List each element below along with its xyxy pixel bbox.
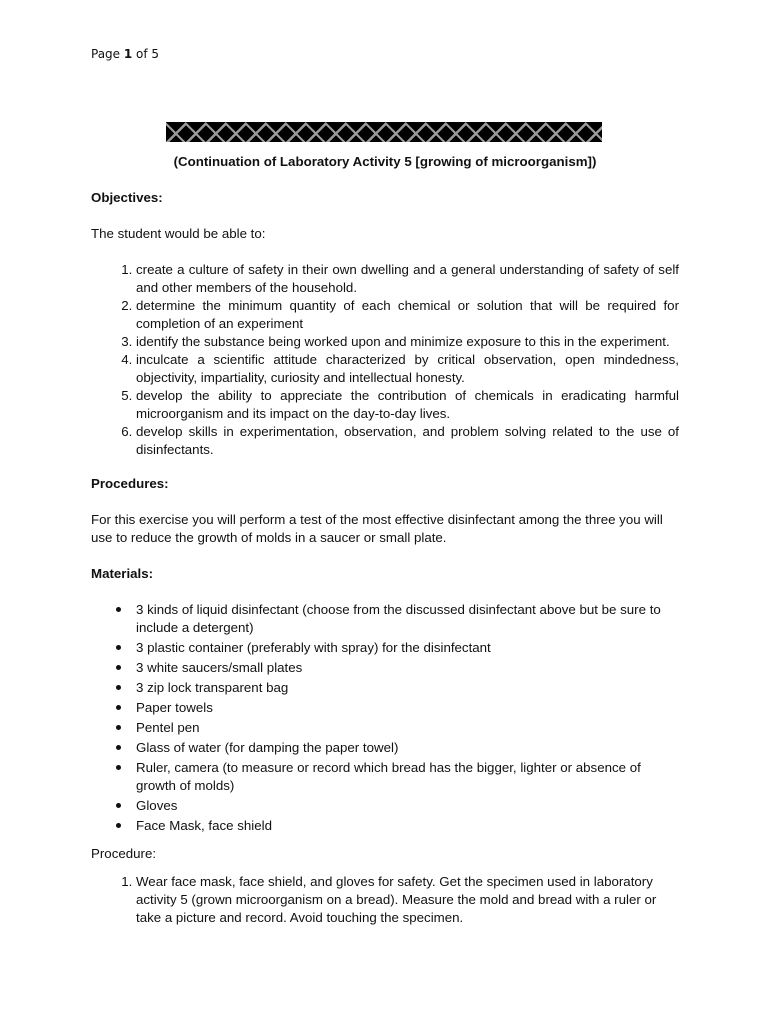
bullet-icon	[116, 745, 121, 750]
materials-heading: Materials:	[91, 566, 154, 581]
page-prefix: Page	[91, 47, 124, 61]
objective-item: 5. develop the ability to appreciate the contribution of chemicals in eradicating harmful microorganism and its impact on the day-to-day lives.	[136, 387, 679, 423]
bullet-icon	[116, 705, 121, 710]
bullet-icon	[116, 803, 121, 808]
procedures-text: For this exercise you will perform a test of the most effective disinfectant among the three you will use to reduce the growth of molds in a saucer or small plate.	[91, 512, 663, 545]
materials-list	[91, 601, 679, 835]
procedure-step: 1. Wear face mask, face shield, and gloves for safety. Get the specimen used in laboratory activity 5 (grown microorganism on a bread). Measure the mold and bread with a ruler or take a picture and record. Avoid touching the specimen.	[136, 873, 679, 927]
material-item	[136, 679, 679, 697]
material-text: Pentel pen	[136, 720, 200, 735]
redacted-header-bar	[166, 122, 602, 142]
bullet-icon	[116, 665, 121, 670]
procedures-heading: Procedures:	[91, 476, 169, 491]
procedure-steps	[91, 873, 679, 927]
bullet-icon	[116, 823, 121, 828]
page-suffix: of 5	[132, 47, 160, 61]
bullet-icon	[116, 685, 121, 690]
material-item	[136, 659, 679, 677]
material-text: Ruler, camera (to measure or record which bread has the bigger, lighter or absence of growth of molds)	[136, 760, 641, 793]
document-title: (Continuation of Laboratory Activity 5 [growing of microorganism])	[173, 154, 597, 169]
page-current: 1	[123, 47, 133, 61]
material-text: Gloves	[136, 798, 178, 813]
material-item	[136, 759, 679, 795]
material-item	[136, 601, 679, 637]
objectives-list	[91, 261, 679, 459]
document-body	[91, 153, 679, 927]
material-text: 3 plastic container (preferably with spray) for the disinfectant	[136, 640, 491, 655]
material-text: Paper towels	[136, 700, 213, 715]
material-item	[136, 699, 679, 717]
material-item	[136, 639, 679, 657]
material-text: Face Mask, face shield	[136, 818, 272, 833]
objectives-intro: The student would be able to:	[91, 226, 266, 241]
material-text: Glass of water (for damping the paper towel)	[136, 740, 399, 755]
objectives-heading: Objectives:	[91, 190, 163, 205]
bullet-icon	[116, 765, 121, 770]
material-item	[136, 817, 679, 835]
material-text: 3 white saucers/small plates	[136, 660, 303, 675]
page-number	[91, 47, 159, 61]
material-text: 3 kinds of liquid disinfectant (choose from the discussed disinfectant above but be sure to include a detergent)	[136, 602, 661, 635]
objective-item: 6. develop skills in experimentation, observation, and problem solving related to the use of disinfectants.	[136, 423, 679, 459]
bullet-icon	[116, 725, 121, 730]
bullet-icon	[116, 645, 121, 650]
material-item	[136, 797, 679, 815]
objective-item: 4. inculcate a scientific attitude characterized by critical observation, open mindedness, objectivity, impartiality, curiosity and intellectual honesty.	[136, 351, 679, 387]
objective-item: 2. determine the minimum quantity of each chemical or solution that will be required for completion of an experiment	[136, 297, 679, 333]
material-item	[136, 739, 679, 757]
objective-item: 1. create a culture of safety in their own dwelling and a general understanding of safety of self and other members of the household.	[136, 261, 679, 297]
material-text: 3 zip lock transparent bag	[136, 680, 289, 695]
material-item	[136, 719, 679, 737]
objective-item: 3. identify the substance being worked upon and minimize exposure to this in the experiment.	[136, 333, 679, 351]
bullet-icon	[116, 607, 121, 612]
procedure-heading: Procedure:	[91, 846, 157, 861]
